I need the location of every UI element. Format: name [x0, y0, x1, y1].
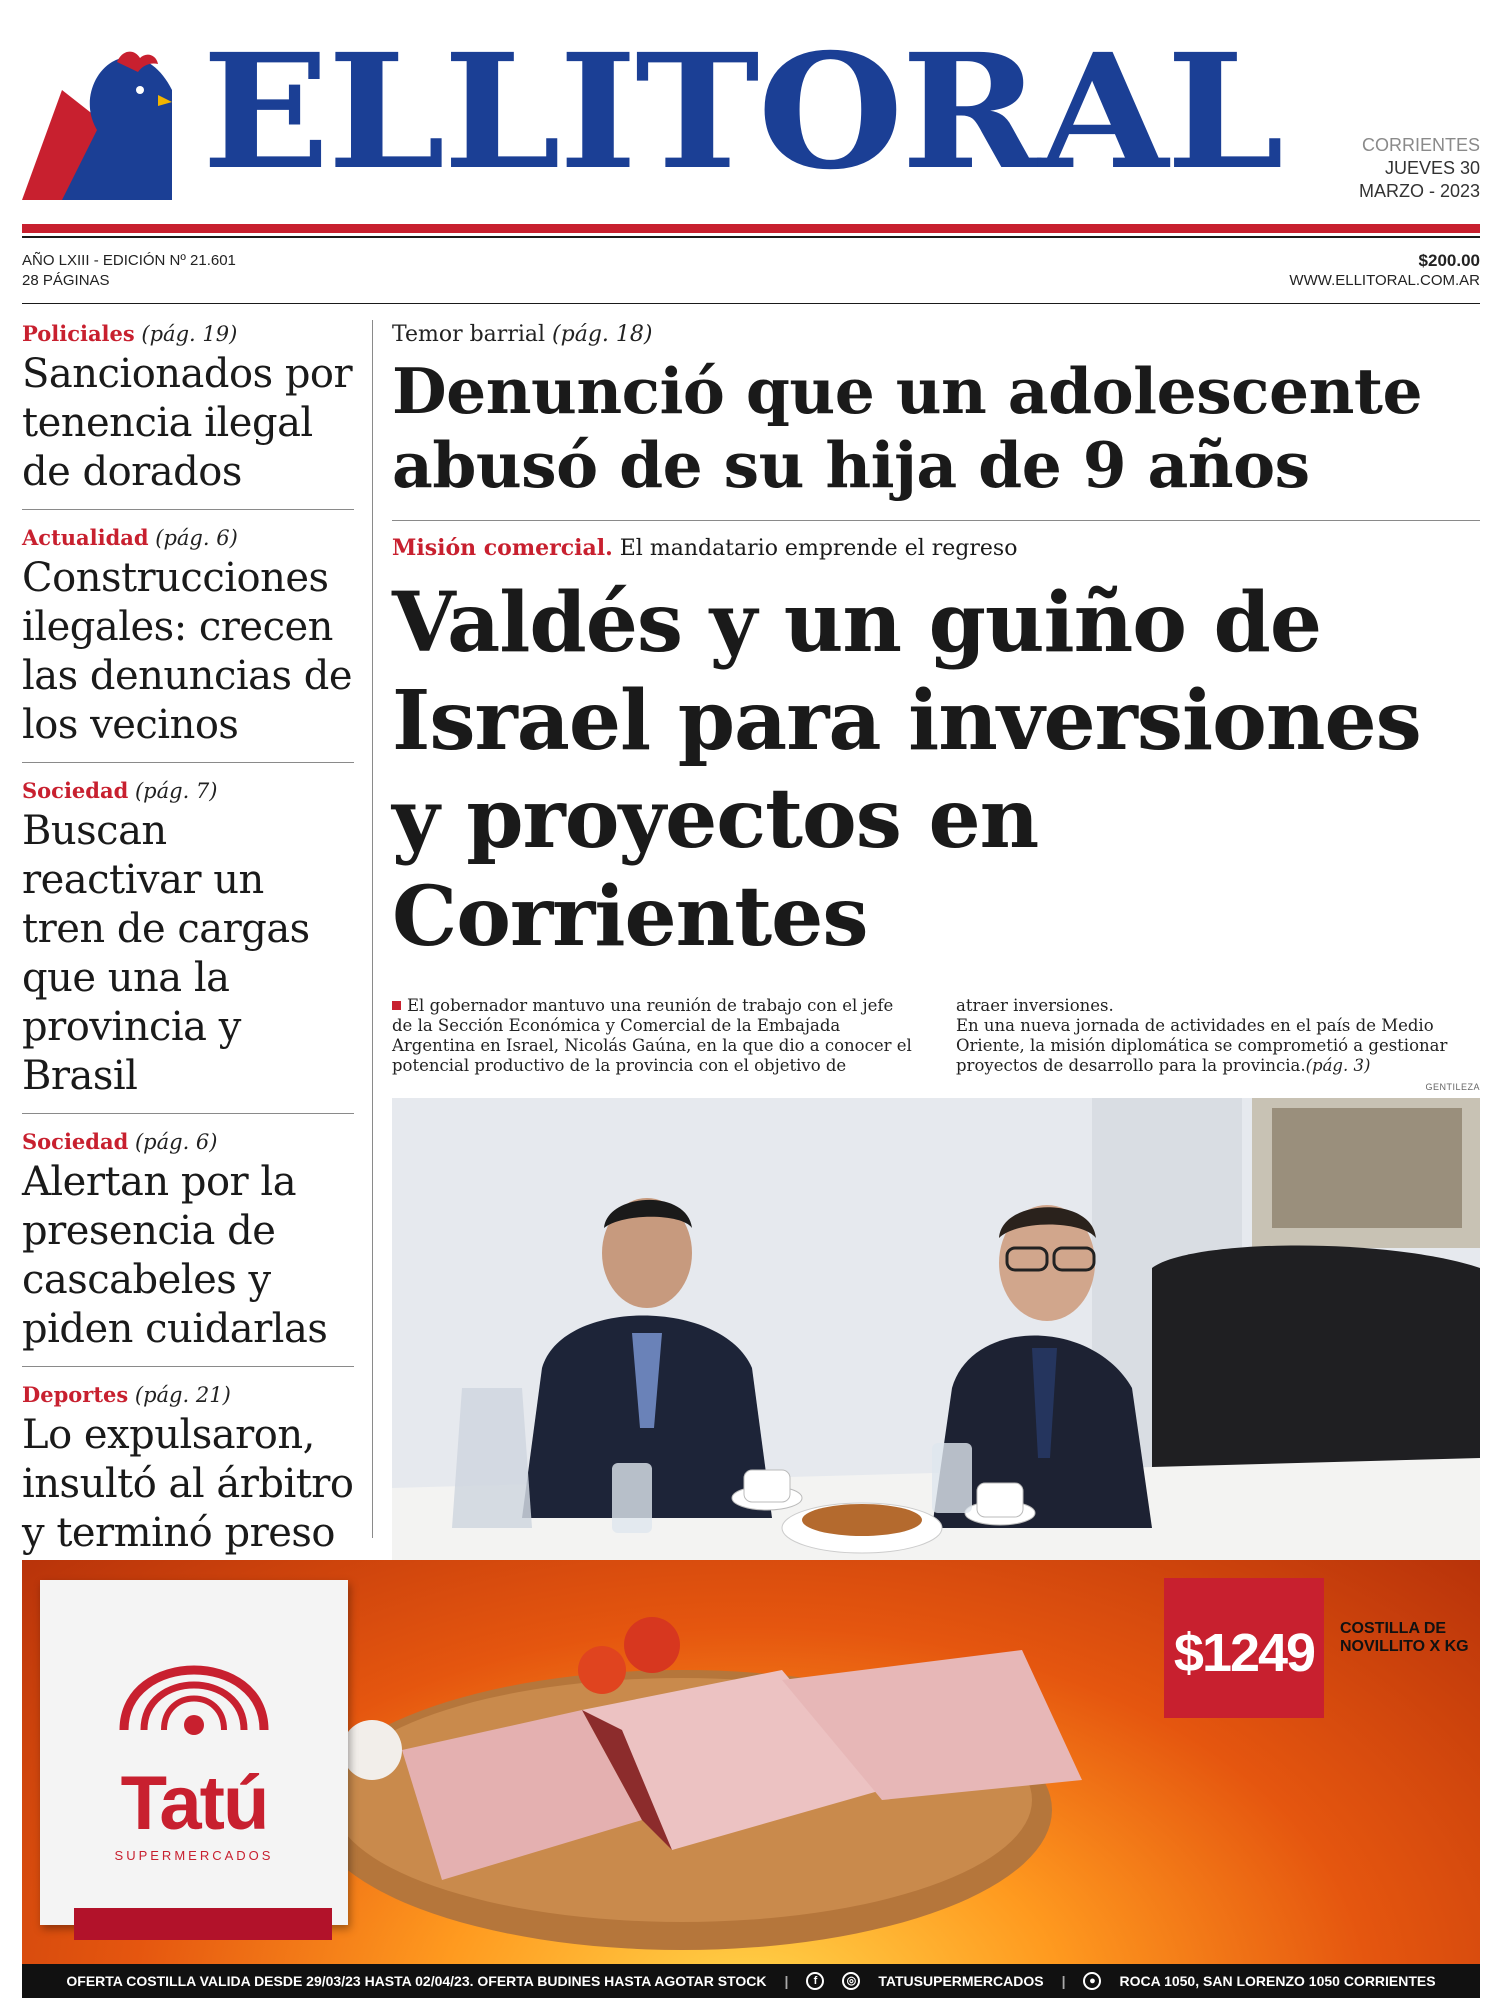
brief-section: Sociedad [22, 1129, 129, 1154]
column-divider [372, 320, 373, 1538]
cover-price: $200.00 [1418, 251, 1480, 270]
lead-body-column-1 [392, 996, 916, 1076]
brief-title: Lo expulsaron, insultó al árbitro y terminó preso [22, 1412, 354, 1556]
ad-social-handle[interactable]: TATUSUPERMERCADOS [878, 1973, 1044, 1989]
brief-section: Sociedad [22, 778, 129, 803]
lead-body-column-2 [956, 996, 1480, 1076]
dateline-month-year: MARZO - 2023 [1358, 181, 1480, 201]
lead-body-text-2b: En una nueva jornada de actividades en el país de Medio Oriente, la misión diplomática se comprometió a gestionar proyectos de desarrollo para la provincia. [956, 1016, 1448, 1075]
brief-title: Construcciones ilegales: crecen las denuncias de los vecinos [22, 555, 353, 748]
ad-price: $1249 [1173, 1623, 1315, 1683]
brief-section: Actualidad [22, 525, 149, 550]
brief-page-ref: (pág. 7) [134, 779, 218, 803]
red-bullet-icon [392, 1001, 401, 1010]
lead-body-text-1: El gobernador mantuvo una reunión de trabajo con el jefe de la Sección Económica y Comercial de la Embajada Argentina en Israel, Nicolás Gaúna, en la que dio a conocer el potencial productivo de la provincia con el objetivo de [392, 996, 912, 1075]
lead-story-body [392, 996, 1480, 1076]
lead-photo[interactable] [392, 1098, 1480, 1598]
newspaper-logo: ELLITORAL [202, 20, 1282, 205]
location-pin-icon: ● [1083, 1972, 1101, 1990]
lead-body-text-2a: atraer inversiones. [956, 996, 1114, 1015]
brief-item[interactable] [22, 320, 354, 510]
tatu-advertisement[interactable] [22, 1560, 1480, 1998]
main-rule [392, 520, 1480, 521]
page-count: 28 PÁGINAS [22, 272, 110, 289]
brief-item[interactable] [22, 1381, 354, 1570]
ad-footer: OFERTA COSTILLA VALIDA DESDE 29/03/23 HASTA 02/04/23. OFERTA BUDINES HASTA AGOTAR STOCK | f ◎ TATUSUPERMERCADOS | ● ROCA 1050, SAN LORENZO 1050 CORRIENTES [22, 1964, 1480, 1998]
masthead-thin-rule [22, 236, 1480, 238]
brief-title: Buscan reactivar un tren de cargas que una la provincia y Brasil [22, 808, 310, 1099]
rooster-logo-icon [22, 50, 172, 200]
lead-story-headline[interactable]: Valdés y un guiño de Israel para inversiones y proyectos en Corrientes [392, 575, 1421, 965]
masthead [22, 20, 1480, 220]
lead-story-kicker [392, 533, 1480, 564]
facebook-icon: f [806, 1972, 824, 1990]
brief-page-ref: (pág. 21) [134, 1383, 231, 1407]
photo-credit: GENTILEZA [1425, 1082, 1480, 1092]
ad-offer-text: OFERTA COSTILLA VALIDA DESDE 29/03/23 HASTA 02/04/23. OFERTA BUDINES HASTA AGOTAR STOCK [66, 1973, 767, 1989]
main-column [392, 320, 1480, 1598]
brief-item[interactable] [22, 1128, 354, 1367]
meeting-photo-illustration [392, 1098, 1480, 1598]
dateline-city: CORRIENTES [1361, 135, 1480, 155]
edition-bar [22, 251, 1480, 295]
ad-product: COSTILLA DE NOVILLITO X KG [1340, 1620, 1469, 1655]
top-story-kicker [392, 320, 1480, 350]
lead-body-page-ref: (pág. 3) [1305, 1056, 1371, 1075]
brief-title: Alertan por la presencia de cascabeles y piden cuidarlas [22, 1159, 328, 1352]
dateline-day: JUEVES 30 [1384, 158, 1480, 178]
tatu-brand-name: Tatú [120, 1761, 268, 1846]
top-story-section: Temor barrial [392, 322, 546, 347]
tatu-logo-card [40, 1580, 348, 1925]
briefs-column [22, 320, 354, 1584]
brief-page-ref: (pág. 6) [134, 1130, 218, 1154]
brief-item[interactable] [22, 777, 354, 1114]
lead-story-subkicker: El mandatario emprende el regreso [619, 536, 1018, 561]
brief-page-ref: (pág. 19) [141, 322, 238, 346]
armadillo-logo-icon [40, 1580, 348, 1760]
ad-address: ROCA 1050, SAN LORENZO 1050 CORRIENTES [1119, 1973, 1436, 1989]
ad-price-box [1164, 1578, 1324, 1718]
lead-story-section: Misión comercial. [392, 535, 613, 561]
brief-section: Deportes [22, 1382, 129, 1407]
brief-section: Policiales [22, 321, 135, 346]
top-story-headline[interactable]: Denunció que un adolescente abusó de su hija de 9 años [392, 354, 1423, 502]
edition-number: AÑO LXIII - EDICIÓN Nº 21.601 [22, 252, 236, 269]
edition-rule [22, 303, 1480, 304]
brief-page-ref: (pág. 6) [155, 526, 238, 550]
tatu-brand-sub: SUPERMERCADOS [114, 1848, 274, 1863]
dateline [1359, 134, 1480, 203]
top-story-page-ref: (pág. 18) [552, 322, 653, 347]
website-link[interactable]: WWW.ELLITORAL.COM.AR [1289, 272, 1480, 289]
masthead-red-rule [22, 224, 1480, 233]
brief-title: Sancionados por tenencia ilegal de dorados [22, 351, 353, 495]
instagram-icon: ◎ [842, 1972, 860, 1990]
brief-item[interactable] [22, 524, 354, 763]
tatu-ribbon [74, 1908, 332, 1940]
